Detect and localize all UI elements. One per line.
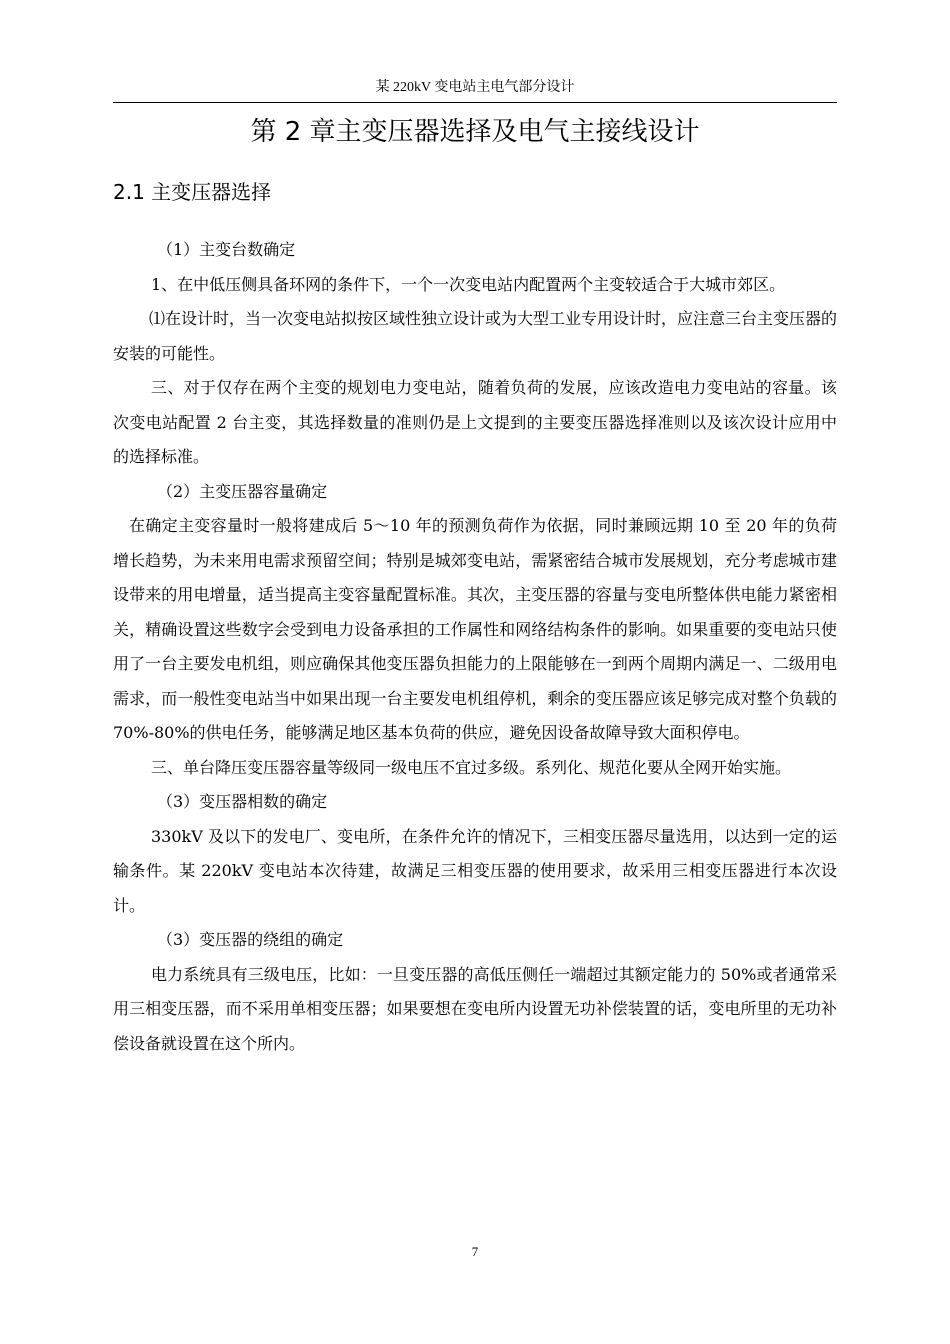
running-header: 某 220kV 变电站主电气部分设计 <box>375 80 575 95</box>
subheading-transformer-phases: （3）变压器相数的确定 <box>157 792 328 811</box>
paragraph: 电力系统具有三级电压，比如：一旦变压器的高低压侧任一端超过其额定能力的 50%或者通常采用三相变压器，而不采用单相变压器；如果要想在变电所内设置无功补偿装置的话，变电所里的无功补偿设备就设置在这个所内。 <box>113 964 837 1053</box>
paragraph: 三、单台降压变压器容量等级同一级电压不宜过多级。系列化、规范化要从全网开始实施。 <box>151 757 792 777</box>
subheading-transformer-capacity: （2）主变压器容量确定 <box>157 481 328 501</box>
paragraph: 三、对于仅存在两个主变的规划电力变电站，随着负荷的发展，应该改造电力变电站的容量。该次变电站配置 2 台主变，其选择数量的准则仍是上文提到的主要变压器选择准则以及该次设计应用中的选择标准。 <box>113 378 837 466</box>
paragraph: ⑴在设计时，当一次变电站拟按区域性独立设计或为大型工业专用设计时，应注意三台主变压器的安装的可能性。 <box>113 309 838 363</box>
header-divider <box>113 102 837 103</box>
paragraph: 1、在中低压侧具备环网的条件下，一个一次变电站内配置两个主变较适合于大城市郊区。 <box>151 274 786 294</box>
page-number: 7 <box>471 1244 479 1259</box>
subheading-transformer-count: （1）主变台数确定 <box>157 240 296 259</box>
subheading-transformer-windings: （3）变压器的绕组的确定 <box>157 930 344 949</box>
section-title: 2.1 主变压器选择 <box>113 180 272 204</box>
chapter-title: 第 2 章主变压器选择及电气主接线设计 <box>250 117 700 147</box>
paragraph: 在确定主变容量时一般将建成后 5～10 年的预测负荷作为依据，同时兼顾远期 10 至 20 年的负荷增长趋势，为未来用电需求预留空间；特别是城郊变电站，需紧密结合城市发展规划，充分考虑城市建设带来的用电增量，适当提高主变容量配置标准。其次，主变压器的容量与变电所整体供电能力紧密相关，精确设置这些数字会受到电力设备承担的工作属性和网络结构条件的影响。如果重要的变电站只使用了一台主要发电机组，则应确保其他变压器负担能力的上限能够在一到两个周期内满足一、二级用电需求，而一般性变电站当中如果出现一台主要发电机组停机，剩余的变压器应该足够完成对整个负载的 70%-80%的供电任务，能够满足地区基本负荷的供应，避免因设备故障导致大面积停电。 <box>113 516 837 742</box>
body-text <box>113 233 837 1061</box>
paragraph: 330kV 及以下的发电厂、变电所，在条件允许的情况下，三相变压器尽量选用，以达到一定的运输条件。某 220kV 变电站本次待建，故满足三相变压器的使用要求，故采用三相变压器进行本次设计。 <box>113 826 837 915</box>
